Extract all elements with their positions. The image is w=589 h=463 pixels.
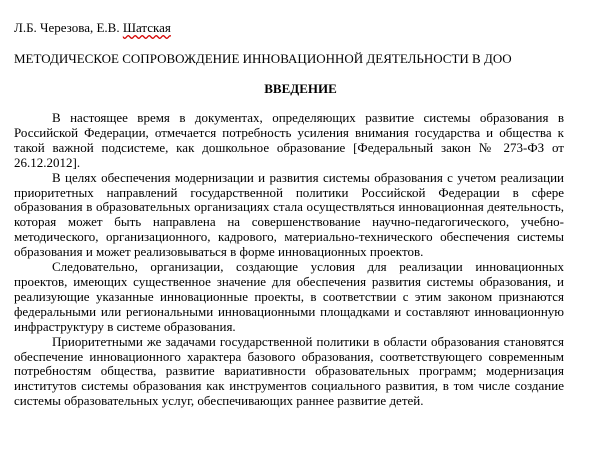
paragraph-1: В настоящее время в документах, определяющих развитие системы образования в Российской Федерации, отмечается потребность усиления внимания государства и общества к такой важной подсистеме, как дошкольное образование [Федеральный закон № 273-ФЗ от 26.12.2012]. xyxy=(14,110,564,170)
author-name-spellcheck: Шатская xyxy=(122,20,171,35)
paragraph-4: Приоритетными же задачами государственной политики в области образования становятся обеспечение инновационного характера базового образования, соответствующего современным потребностям общества, развитие вариативности образовательных программ; модернизация институтов системы образования как инструментов социального развития, в том числе создание системы образовательных услуг, обеспечивающих раннее развитие детей. xyxy=(14,333,564,409)
authors-text: Л.Б. Черезова, Е.В. xyxy=(14,20,123,35)
document-title: МЕТОДИЧЕСКОЕ СОПРОВОЖДЕНИЕ ИННОВАЦИОННОЙ ДЕЯТЕЛЬНОСТИ В ДОО xyxy=(14,51,512,66)
document-body xyxy=(14,111,564,409)
authors-line xyxy=(14,20,171,36)
paragraph-3: Следовательно, организации, создающие условия для реализации инновационных проектов, имеющих существенное значение для обеспечения развития системы образования, и реализующие указанные инновационные проекты, в соответствии с этим законом признаются федеральными или региональными инновационными площадками и составляют инновационную инфраструктуру в системе образования. xyxy=(14,259,564,334)
section-heading: ВВЕДЕНИЕ xyxy=(264,81,337,96)
paragraph-2: В целях обеспечения модернизации и развития системы образования с учетом реализации приоритетных направлений государственной политики Российской Федерации в сфере образования в образовательных организациях стала осуществляться инновационная деятельность, которая может быть направлена на совершенствование научно-педагогического, учебно-методического, организационного, кадрового, материально-технического обеспечения системы образования и может реализовываться в форме инновационных проектов. xyxy=(14,169,564,260)
